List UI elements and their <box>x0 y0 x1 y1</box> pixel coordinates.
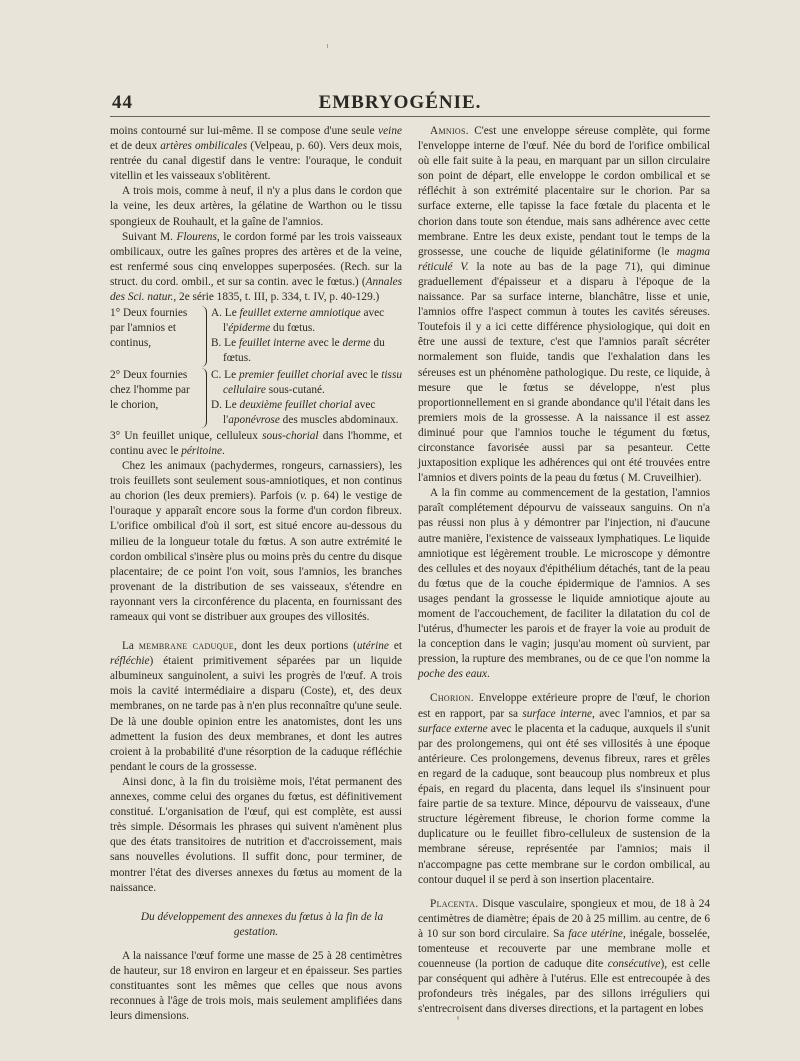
text-run: . <box>222 444 225 457</box>
paragraph <box>110 124 402 184</box>
header-rule <box>110 116 710 117</box>
brace-mark <box>200 306 207 366</box>
text-run: Suivant M. <box>122 230 177 243</box>
text-run: , inégale, bosselée, tomenteuse et recouverte par une membrane molle et couenneuse (la portion de caduque dite <box>418 927 711 971</box>
text-run: C'est une enveloppe séreuse complète, qui forme l'enveloppe interne de l'œuf. Née du bord de l'orifice ombilical où elle fait suite à la peau, en marquant par un sillon circulaire son point de départ, elle enveloppe le cordon ombilical et se réfléchit à son extrémité placentaire sur le chorion. Par sa surface externe, elle tapisse la face fœtale du placenta et le chorion dans toute son étendue, mais sans adhérence avec cette membrane. Entre les deux existe, pendant tout le temps de la grossesse, une couche de liquide gélatiniforme (le <box>418 125 710 258</box>
small-caps-term: membrane caduque <box>138 640 234 653</box>
text-run: et de deux <box>110 140 161 153</box>
emphasis: artères ombilicales <box>160 140 248 153</box>
small-caps-term: Placenta. <box>430 897 479 910</box>
emphasis: péritoine <box>181 444 222 457</box>
text-run: avec le <box>305 337 343 350</box>
emphasis: magma réticulé V. <box>418 245 710 273</box>
envelope-group-amnios <box>110 306 402 366</box>
text-run: B. Le <box>211 337 239 350</box>
text-run: avec le <box>343 368 382 381</box>
text-run: A. Le <box>211 307 240 320</box>
text-run: . <box>487 668 490 681</box>
text-run: (Velpeau, p. 60). Vers deux mois, rentrée du canal digestif dans le ventre: l'ouraque, le conduit vitellin et les vaisseaux s'oblitèrent. <box>110 140 402 183</box>
paragraph <box>418 486 710 682</box>
text-run: moins contourné sur lui-même. Il se compose d'une seule <box>110 125 379 137</box>
text-run: D. Le <box>211 398 240 411</box>
section-heading: Du développement des annexes du fœtus à la fin de la gestation. <box>140 910 384 938</box>
text-run: avec l' <box>223 398 376 426</box>
group-items <box>211 368 402 428</box>
emphasis: utérine <box>356 640 389 653</box>
emphasis: réfléchie <box>110 655 150 668</box>
brace-mark <box>200 368 207 428</box>
text-run: Ainsi donc, à la fin du troisième mois, l'état permanent des annexes, comme celui des organes du fœtus, est définitivement constitué. L'organisation de l'œuf, qui est complète, est aussi très simple. Désormais les phrases qui suivent n'amènent plus que des états transitoires de nutrition et d'accroissement, mais sans nouvelles évolutions. Il suffit donc, pour terminer, de montrer l'état des diverses annexes du fœtus au moment de la naissance. <box>110 775 402 894</box>
paragraph <box>110 459 402 625</box>
emphasis: consécutive <box>607 958 661 971</box>
text-run: A la fin comme au commencement de la gestation, l'amnios paraît complétement dépourvu de vaisseaux sanguins. On n'a pas réussi non plus à y démontrer par l'injection, ni d'aucune autre manière, l'existence de vaisseaux lymphatiques. Le liquide amniotique est légèrement trouble. Le microscope y démontre des cellules et des noyaux d'épithélium détachés, tant de la peau du fœtus que de la couche épidermique de l'amnios. A ses usages pendant la grossesse le liquide amniotique ajoute au moment de l'accouchement, de faciliter la dilatation du col de l'utérus, d'humecter les parois et de frayer la voie au produit de la conception dans le vagin; jusqu'au moment où survient, par pression, la rupture des membranes, ou de ce que l'on nomme la <box>418 487 710 666</box>
text-run: Disque vasculaire, spongieux et mou, de 18 à 24 centimètres de diamètre; épais de 20 à 25 millim. au centre, de 6 à 10 sur son bord circulaire. Sa <box>418 897 710 940</box>
envelope-item-a <box>211 306 402 336</box>
text-run: , le cordon formé par les trois vaisseaux ombilicaux, outre les gaînes propres des artères et de la veine, est renfermé sous cinq enveloppes superposées. (Rech. sur la struct. du cord. ombil., et sur sa contin. avec le fœtus.) ( <box>110 230 402 288</box>
emphasis: aponévrose <box>228 413 280 426</box>
page-number: 44 <box>112 92 133 113</box>
emphasis: face utérine <box>568 927 623 940</box>
emphasis: feuillet interne <box>238 337 306 350</box>
paragraph-amnios <box>418 124 710 486</box>
text-run: la note au bas de la page 71), qui diminue graduellement d'épaisseur et a disparu à l'époque de la naissance. Par sa surface interne, blanchâtre, lisse et unie, l'amnios offre l'aspect commun à toutes les cavités séreuses. Toutefois il y a ici cette différence physiologique, qui doit en être une aussi de texture, c'est que l'amnios paraît sécréter normalement son fluide, tandis que l'exhalation dans les séreuses est un phénomène pathologique. Du reste, ce liquide, à mesure que le fœtus se développe, n'est plus proportionnellement en si grande abondance qu'il l'était dans les premiers mois de la grossesse. A la naissance il est assez diminué pour que l'amnios touche le tégument du fœtus, circonstance favorisée aussi par sa pesanteur. Cette juxtaposition explique les adhérences qui ont été trouvées entre l'amnios et divers points de la peau du fœtus ( M. Cruveilhier). <box>418 260 710 485</box>
paragraph <box>110 639 402 775</box>
group-label: 1° Deux fournies par l'amnios et continus, <box>110 307 188 350</box>
running-title: EMBRYOGÉNIE. <box>318 92 482 113</box>
paragraph <box>110 184 402 229</box>
text-run: ), est celle par conséquent qui adhère à l'utérus. Elle est entrecoupée à des profondeurs très inégales, par des sillons irréguliers qui s'entrecroisent dans diverses directions, et la partagent en lobes <box>418 958 710 1016</box>
text-run: avec le placenta et la caduque, auxquels il s'unit par des prolongemens, qui ont été ses villosités à une époque antérieure. Ces prolongemens, devenus fibreux, rares et grêles en regard de la caduque, sont beaucoup plus nombreux et plus épais, en regard du placenta, dans lequel ils s'insinuent pour faire partie de sa texture. Mince, dépourvu de vaisseaux, d'une structure légèrement fibreuse, le chorion forme comme la duplicature ou le feuillet fibro-celluleux de sustension de la membrane séreuse, représentée par l'amnios; mais il n'accompagne pas cette membrane sur le cordon ombilical, au contour duquel il se perd à son insertion placentaire. <box>418 722 710 886</box>
group-label: 2° Deux fournies chez l'homme par le chorion, <box>110 368 190 411</box>
text-run: Chez les animaux (pachydermes, rongeurs, carnassiers), les trois feuillets sont seulement sous-amniotiques, et non continus au chorion (les deux premiers). Parfois ( <box>110 460 402 503</box>
text-run: , dont les deux portions ( <box>233 640 357 653</box>
text-run: p. 64) le vestige de l'ouraque y apparaît encore sous la forme d'un cordon fibreux. L'orifice ombilical d'où il sort, est situé encore au-dessous du milieu de la longueur totale du fœtus. A son autre extrémité le cordon ombilical s'insère plus ou moins près du centre du disque placentaire; de ce point l'on voit, sous l'amnios, les branches provenant de la distribution de ses vaisseaux, s'étendre en rayonnant vers la circonférence du placenta, en fournissant des rameaux qui vont se distribuer aux groupes des villosités. <box>110 490 402 623</box>
small-caps-term: Amnios. <box>430 125 469 137</box>
left-column <box>110 124 402 1024</box>
emphasis: sous-chorial <box>262 429 319 442</box>
text-run: A trois mois, comme à neuf, il n'y a plus dans le cordon que la veine, les deux artères, la gélatine de Warthon ou le tissu spongieux de Rouhault, et la gaîne de l'amnios. <box>110 185 402 228</box>
text-run: dans l'homme, et continu avec le <box>110 429 403 457</box>
emphasis: derme <box>342 337 371 350</box>
emphasis: tissu cellulaire <box>223 368 402 396</box>
paragraph <box>110 775 402 896</box>
emphasis: surface externe <box>418 722 488 735</box>
paragraph-placenta <box>418 897 710 1018</box>
paragraph <box>110 230 402 305</box>
text-run: , 2e série 1835, t. III, p. 334, t. IV, p. 40-129.) <box>173 291 380 304</box>
paragraph-chorion <box>418 691 710 887</box>
text-run: Enveloppe extérieure propre de l'œuf, le chorion est en rapport, par sa <box>418 692 710 720</box>
text-run: du fœtus. <box>270 322 316 335</box>
envelope-item-d <box>211 398 402 428</box>
text-run: ) étaient primitivement séparées par un liquide albumineux sanguinolent, a suivi les progrès de l'œuf. A trois mois la cavité intermédiaire a disparu (Coste), et, des deux membranes, on ne tarde pas à n'en plus reconnaître qu'une seule. De là une double opinion entre les anatomistes, dont les uns admettent la fusion des deux membranes, et dont les autres croient à la probabilité d'une résorption de la caduque réfléchie pendant le cours de la grossesse. <box>110 655 402 773</box>
emphasis: veine <box>378 125 402 137</box>
emphasis: poche des eaux <box>418 668 488 681</box>
small-caps-term: Chorion. <box>430 692 474 705</box>
text-run: et <box>388 640 402 653</box>
emphasis: deuxième feuillet chorial <box>239 398 352 411</box>
envelope-item-c <box>211 368 402 398</box>
text-run: des muscles abdominaux. <box>279 413 399 426</box>
group-items <box>211 306 402 366</box>
text-run: A la naissance l'œuf forme une masse de 25 à 28 centimètres de hauteur, sur 18 environ en largeur et en épaisseur. Ses parties constituantes sont les mêmes que celles que nous avons reconnues à l'âge de trois mois, mais seulement amplifiées dans leurs dimensions. <box>110 949 402 1023</box>
page-mark <box>327 44 328 48</box>
text-run: , avec l'amnios, et par sa <box>592 707 710 720</box>
text-run: du fœtus. <box>223 337 385 365</box>
emphasis: épiderme <box>228 322 271 335</box>
text-run: C. Le <box>211 368 239 381</box>
text-run: sous-cutané. <box>265 383 325 396</box>
emphasis: Annales des Sci. natur. <box>110 275 402 304</box>
text-run: avec l' <box>223 307 385 335</box>
paragraph <box>110 949 402 1024</box>
envelope-item-b <box>211 336 402 366</box>
text-run: 3° Un feuillet unique, celluleux <box>110 429 263 442</box>
emphasis: v. <box>300 490 308 503</box>
right-column <box>418 124 710 1017</box>
text-run: La <box>122 640 139 653</box>
paragraph <box>110 429 402 459</box>
emphasis: Flourens <box>176 230 217 243</box>
emphasis: surface interne <box>522 707 592 720</box>
emphasis: premier feuillet chorial <box>238 368 344 381</box>
paper-speck <box>457 1016 459 1020</box>
envelope-group-chorion <box>110 368 402 428</box>
emphasis: feuillet externe amniotique <box>239 307 361 320</box>
